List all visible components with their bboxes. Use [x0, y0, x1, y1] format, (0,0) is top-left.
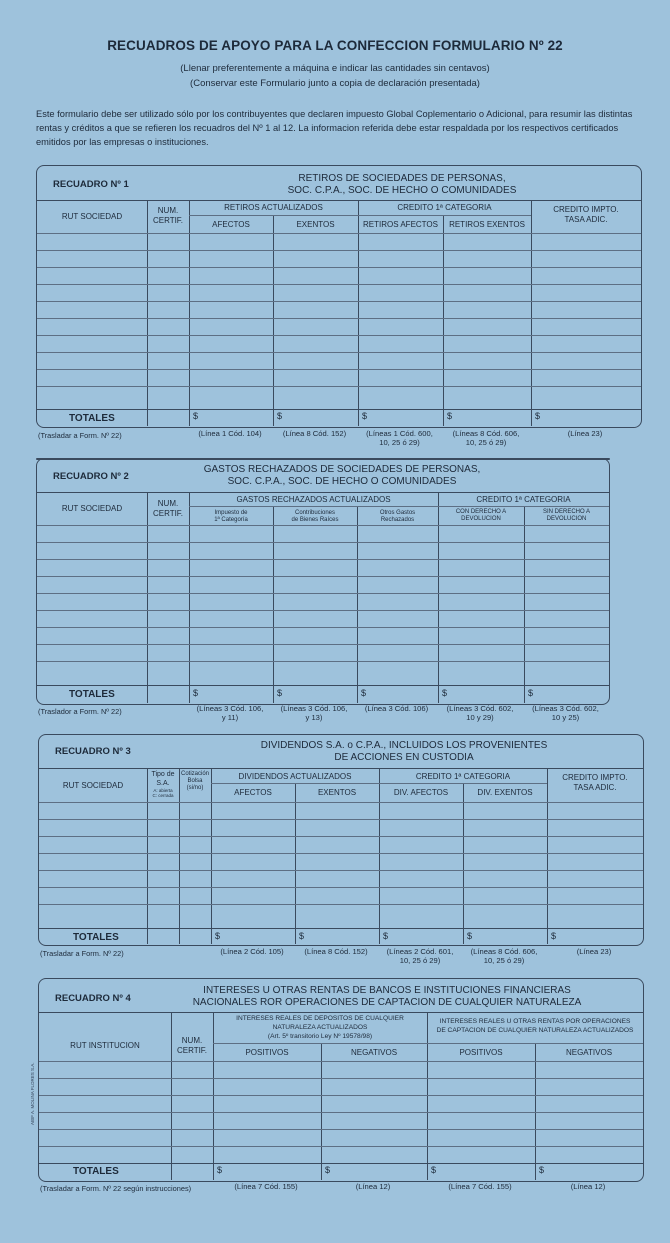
group-credito-1a-categoria: CREDITO 1ª CATEGORIA	[397, 203, 492, 212]
recuadro-1-trasladar: (Trasladar a Form. Nº 22)	[38, 431, 122, 440]
recuadro-4-trasladar: (Trasladar a Form. Nº 22 según instrucciones)	[40, 1184, 192, 1193]
col-div-afectos: DIV. AFECTOS	[393, 788, 449, 797]
recuadro-1-title: RETIROS DE SOCIEDADES DE PERSONAS, SOC. C.P.A., SOC. DE HECHO O COMUNIDADES	[287, 173, 517, 196]
group-intereses-operaciones: INTERESES REALES U OTRAS RENTAS POR OPERACIONES DE CAPTACION DE CUALQUIER NATURALEZA ACTUALIZADOS	[436, 1018, 634, 1034]
total-retiros-afectos[interactable]: $	[362, 411, 368, 421]
recuadro-3-ref-3: (Líneas 2 Cód. 601, 10, 25 ó 29)	[386, 947, 454, 965]
group-retiros-actualizados: RETIROS ACTUALIZADOS	[224, 203, 323, 212]
col-credito-impto-tasa-adic: CREDITO IMPTO. TASA ADIC.	[553, 205, 619, 224]
recuadro-4-ref-3: (Línea 7 Cód. 155)	[448, 1182, 512, 1191]
col-negativos-left: NEGATIVOS	[350, 1048, 398, 1057]
col-cotizacion-bolsa: Cotización Bolsa (si/no)	[180, 771, 209, 791]
group-dividendos-actualizados: DIVIDENDOS ACTUALIZADOS	[238, 772, 352, 781]
total-credito-impto[interactable]: $	[535, 411, 541, 421]
recuadro-3-ref-2: (Línea 8 Cód. 152)	[304, 947, 368, 956]
total-div-exentos[interactable]: $	[467, 931, 473, 941]
col-positivos-left: POSITIVOS	[245, 1048, 289, 1057]
col-afectos: AFECTOS	[234, 788, 272, 797]
col-num-certif: NUM. CERTIF.	[152, 206, 184, 225]
col-rut-sociedad: RUT SOCIEDAD	[62, 781, 124, 790]
recuadro-4-title: INTERESES U OTRAS RENTAS DE BANCOS E INSTITUCIONES FINANCIERAS NACIONALES ROR OPERACIONES DE CAPTACION DE CUALQUIER NATURALEZA	[192, 985, 582, 1008]
total-sin-derecho[interactable]: $	[528, 688, 534, 698]
col-tipo-sa: Tipo de S.A. A: abierta C: cerrada	[151, 771, 175, 798]
recuadro-3-ref-5: (Línea 23)	[576, 947, 612, 956]
recuadro-3	[38, 734, 644, 946]
total-exentos[interactable]: $	[277, 411, 283, 421]
total-contribuciones[interactable]: $	[277, 688, 283, 698]
recuadro-4-ref-4: (Línea 12)	[570, 1182, 606, 1191]
subtitle-instructions: (Llenar preferentemente a máquina e indicar las cantidades sin centavos)	[180, 63, 490, 74]
recuadro-2-ref-1: (Líneas 3 Cód. 106, y 11)	[196, 704, 264, 722]
recuadro-4	[38, 978, 644, 1182]
recuadro-2-label: RECUADRO Nº 2	[53, 471, 129, 482]
col-rut-sociedad: RUT SOCIEDAD	[61, 212, 123, 221]
recuadro-2-ref-3: (Línea 3 Cód. 106)	[364, 704, 429, 713]
col-positivos-right: POSITIVOS	[459, 1048, 503, 1057]
col-contribuciones: Contribuciones de Bienes Raíces	[291, 510, 339, 523]
total-positivos-right[interactable]: $	[431, 1165, 437, 1175]
total-positivos-left[interactable]: $	[217, 1165, 223, 1175]
group-credito-1a-categoria: CREDITO 1ª CATEGORIA	[476, 495, 571, 504]
col-sin-derecho: SIN DERECHO A DEVOLUCION	[542, 509, 590, 522]
recuadro-3-label: RECUADRO Nº 3	[55, 746, 131, 757]
col-afectos: AFECTOS	[212, 220, 250, 229]
col-div-exentos: DIV. EXENTOS	[477, 788, 533, 797]
recuadro-2-trasladar: (Traslador a Form. Nº 22)	[38, 707, 122, 716]
totales-label: TOTALES	[73, 1166, 119, 1177]
recuadro-3-trasladar: (Trasladar a Form. Nº 22)	[40, 949, 124, 958]
intro-paragraph: Este formulario debe ser utilizado sólo por los contribuyentes que declaren impuesto Global Coplementario o Adicional, para resumir las distintas rentas y créditos a que se refieren los recuadros del Nº 1 al 12. La informacion referida debe estar respaldada por los respectivos certificados emitidos por las empresas o instituciones.	[36, 109, 633, 147]
recuadro-4-ref-1: (Línea 7 Cód. 155)	[234, 1182, 298, 1191]
recuadro-2-title: GASTOS RECHAZADOS DE SOCIEDADES DE PERSONAS, SOC. C.P.A., SOC. DE HECHO O COMUNIDADES	[203, 464, 481, 487]
recuadro-3-ref-1: (Línea 2 Cód. 105)	[220, 947, 284, 956]
recuadro-1-ref-5: (Línea 23)	[567, 429, 603, 438]
col-num-certif: NUM. CERTIF.	[176, 1036, 208, 1055]
recuadro-1-label: RECUADRO Nº 1	[53, 179, 129, 190]
recuadro-4-label: RECUADRO Nº 4	[55, 993, 131, 1004]
col-retiros-afectos: RETIROS AFECTOS	[363, 220, 438, 229]
recuadro-3-ref-4: (Líneas 8 Cód. 606, 10, 25 ó 29)	[470, 947, 538, 965]
subtitle-conservation: (Conservar este Formulario junto a copia de declaración presentada)	[190, 78, 480, 89]
recuadro-1-ref-4: (Líneas 8 Cód. 606, 10, 25 ó 29)	[452, 429, 520, 447]
total-afectos[interactable]: $	[215, 931, 221, 941]
col-exentos: EXENTOS	[296, 220, 335, 229]
recuadro-2-ref-5: (Líneas 3 Cód. 602, 10 y 25)	[532, 704, 599, 722]
group-intereses-depositos: INTERESES REALES DE DEPOSITOS DE CUALQUIER NATURALEZA ACTUALIZADOS (Art. 5º transitorio Ley Nº 19578/98)	[236, 1015, 404, 1040]
col-credito-impto-tasa-adic: CREDITO IMPTO. TASA ADIC.	[562, 773, 628, 792]
recuadro-2-ref-4: (Líneas 3 Cód. 602, 10 y 29)	[446, 704, 514, 722]
col-retiros-exentos: RETIROS EXENTOS	[449, 220, 525, 229]
recuadro-4-ref-2: (Línea 12)	[355, 1182, 391, 1191]
recuadro-3-title: DIVIDENDOS S.A. o C.P.A., INCLUIDOS LOS PROVENIENTES DE ACCIONES EN CUSTODIA	[260, 740, 548, 763]
col-con-derecho: CON DERECHO A DEVOLUCION	[455, 509, 507, 522]
recuadro-2-frame	[36, 458, 610, 705]
col-exentos: EXENTOS	[317, 788, 357, 797]
totales-label: TOTALES	[69, 689, 115, 700]
page-title: RECUADROS DE APOYO PARA LA CONFECCION FORMULARIO Nº 22	[107, 38, 563, 53]
printer-imprint: ABIF A. MOLINA FLORES S.A.	[30, 1062, 35, 1125]
total-negativos-left[interactable]: $	[325, 1165, 331, 1175]
divider	[37, 200, 641, 201]
total-impuesto[interactable]: $	[193, 688, 199, 698]
recuadro-1-ref-2: (Línea 8 Cód. 152)	[282, 429, 347, 438]
group-credito-1a-categoria: CREDITO 1ª CATEGORIA	[415, 772, 511, 781]
recuadro-1-ref-3: (Líneas 1 Cód. 600, 10, 25 ó 29)	[366, 429, 433, 447]
total-otros-gastos[interactable]: $	[361, 688, 367, 698]
col-otros-gastos: Otros Gastos Rechazados	[379, 510, 416, 523]
col-rut-institucion: RUT INSTITUCION	[70, 1041, 140, 1050]
totales-label: TOTALES	[69, 413, 115, 424]
col-impuesto-1a-categoria: Impuesto de 1ª Categoría	[214, 510, 248, 523]
total-afectos[interactable]: $	[193, 411, 199, 421]
total-exentos[interactable]: $	[299, 931, 305, 941]
total-con-derecho[interactable]: $	[442, 688, 448, 698]
recuadro-2-ref-2: (Líneas 3 Cód. 106, y 13)	[280, 704, 348, 722]
col-num-certif: NUM. CERTIF.	[152, 499, 184, 518]
total-credito-impto[interactable]: $	[551, 931, 557, 941]
col-rut-sociedad: RUT SOCIEDAD	[61, 504, 123, 513]
group-gastos-rechazados: GASTOS RECHAZADOS ACTUALIZADOS	[236, 495, 391, 504]
total-negativos-right[interactable]: $	[539, 1165, 545, 1175]
total-retiros-exentos[interactable]: $	[447, 411, 453, 421]
recuadro-1-ref-1: (Línea 1 Cód. 104)	[198, 429, 262, 438]
col-negativos-right: NEGATIVOS	[565, 1048, 613, 1057]
total-div-afectos[interactable]: $	[383, 931, 389, 941]
totales-label: TOTALES	[73, 932, 119, 943]
recuadro-1	[36, 165, 642, 428]
